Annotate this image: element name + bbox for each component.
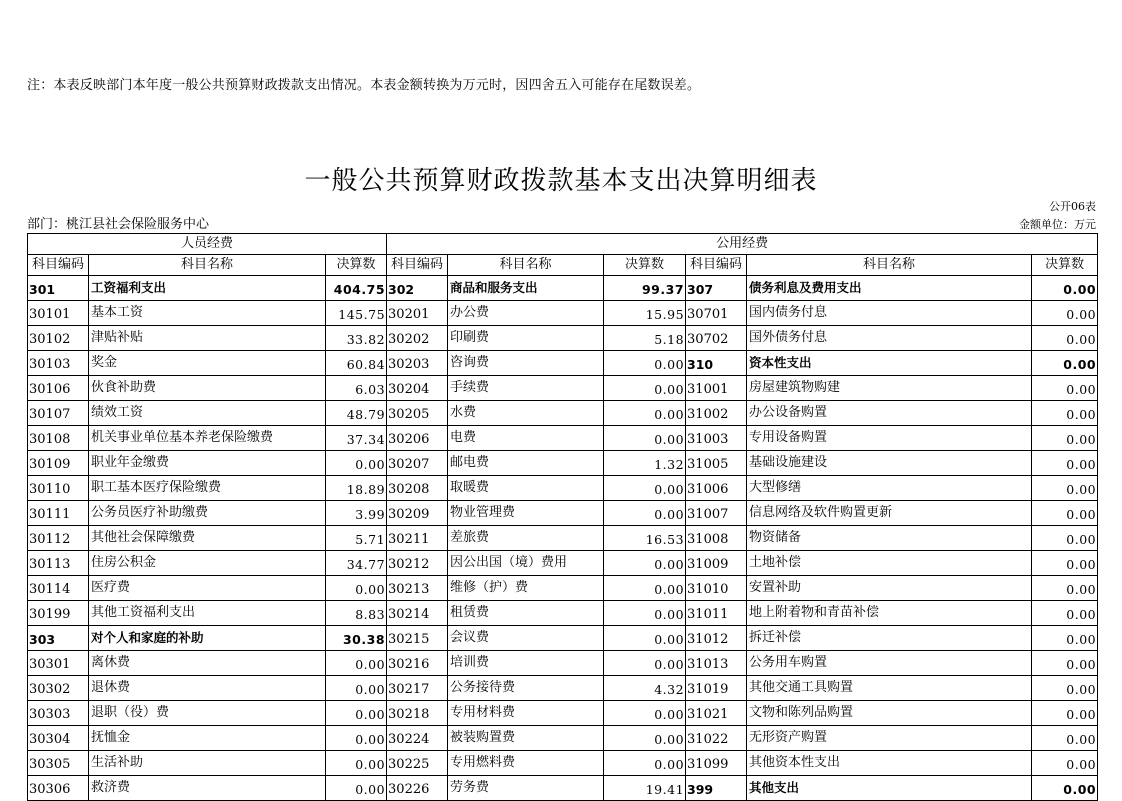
table-row bbox=[28, 501, 1098, 526]
table-row bbox=[28, 651, 1098, 676]
subject-code-cell: 31003 bbox=[686, 426, 747, 451]
table-row bbox=[28, 301, 1098, 326]
subject-code-cell: 31009 bbox=[686, 551, 747, 576]
subject-name-cell: 手续费 bbox=[448, 376, 604, 401]
amount-cell: 0.00 bbox=[1032, 626, 1098, 651]
subject-code-cell: 31099 bbox=[686, 751, 747, 776]
table-row bbox=[28, 601, 1098, 626]
subject-name-cell: 生活补助 bbox=[89, 751, 326, 776]
amount-cell: 0.00 bbox=[604, 601, 686, 626]
amount-cell: 5.71 bbox=[326, 526, 387, 551]
col-header-name: 科目名称 bbox=[89, 255, 326, 276]
subject-code-cell: 30106 bbox=[28, 376, 89, 401]
amount-cell: 0.00 bbox=[1032, 576, 1098, 601]
subject-name-cell: 地上附着物和青苗补偿 bbox=[747, 601, 1032, 626]
subject-code-cell: 30103 bbox=[28, 351, 89, 376]
subject-code-cell: 31006 bbox=[686, 476, 747, 501]
amount-cell: 0.00 bbox=[1032, 651, 1098, 676]
table-row bbox=[28, 576, 1098, 601]
subject-name-cell: 其他交通工具购置 bbox=[747, 676, 1032, 701]
amount-cell: 6.03 bbox=[326, 376, 387, 401]
subject-code-cell: 31011 bbox=[686, 601, 747, 626]
amount-cell: 0.00 bbox=[326, 451, 387, 476]
table-row bbox=[28, 676, 1098, 701]
amount-cell: 0.00 bbox=[326, 776, 387, 801]
subject-name-cell: 职工基本医疗保险缴费 bbox=[89, 476, 326, 501]
subject-code-cell: 30107 bbox=[28, 401, 89, 426]
subject-name-cell: 机关事业单位基本养老保险缴费 bbox=[89, 426, 326, 451]
amount-cell: 48.79 bbox=[326, 401, 387, 426]
amount-unit-label: 金额单位：万元 bbox=[1019, 218, 1096, 231]
amount-cell: 0.00 bbox=[604, 551, 686, 576]
subject-code-cell: 30110 bbox=[28, 476, 89, 501]
subject-code-cell: 30206 bbox=[387, 426, 448, 451]
subject-name-cell: 工资福利支出 bbox=[89, 276, 326, 301]
amount-cell: 0.00 bbox=[604, 401, 686, 426]
amount-cell: 0.00 bbox=[1032, 726, 1098, 751]
subject-code-cell: 30202 bbox=[387, 326, 448, 351]
amount-cell: 0.00 bbox=[604, 376, 686, 401]
amount-cell: 3.99 bbox=[326, 501, 387, 526]
amount-cell: 404.75 bbox=[326, 276, 387, 301]
subject-code-cell: 30113 bbox=[28, 551, 89, 576]
table-row bbox=[28, 726, 1098, 751]
subject-name-cell: 物业管理费 bbox=[448, 501, 604, 526]
amount-cell: 99.37 bbox=[604, 276, 686, 301]
amount-cell: 0.00 bbox=[604, 626, 686, 651]
group-header-public: 公用经费 bbox=[387, 234, 1098, 255]
amount-cell: 4.32 bbox=[604, 676, 686, 701]
amount-cell: 0.00 bbox=[1032, 426, 1098, 451]
subject-name-cell: 电费 bbox=[448, 426, 604, 451]
amount-cell: 30.38 bbox=[326, 626, 387, 651]
table-row bbox=[28, 776, 1098, 801]
subject-code-cell: 30303 bbox=[28, 701, 89, 726]
amount-cell: 5.18 bbox=[604, 326, 686, 351]
amount-cell: 0.00 bbox=[326, 726, 387, 751]
subject-name-cell: 商品和服务支出 bbox=[448, 276, 604, 301]
subject-code-cell: 31001 bbox=[686, 376, 747, 401]
subject-name-cell: 基础设施建设 bbox=[747, 451, 1032, 476]
amount-cell: 1.32 bbox=[604, 451, 686, 476]
amount-cell: 0.00 bbox=[1032, 476, 1098, 501]
amount-cell: 0.00 bbox=[1032, 701, 1098, 726]
amount-cell: 34.77 bbox=[326, 551, 387, 576]
subject-name-cell: 职业年金缴费 bbox=[89, 451, 326, 476]
subject-name-cell: 医疗费 bbox=[89, 576, 326, 601]
subject-name-cell: 房屋建筑物购建 bbox=[747, 376, 1032, 401]
subject-name-cell: 被装购置费 bbox=[448, 726, 604, 751]
amount-cell: 0.00 bbox=[1032, 551, 1098, 576]
subject-name-cell: 奖金 bbox=[89, 351, 326, 376]
amount-cell: 0.00 bbox=[1032, 401, 1098, 426]
amount-cell: 0.00 bbox=[1032, 526, 1098, 551]
subject-name-cell: 因公出国（境）费用 bbox=[448, 551, 604, 576]
table-row bbox=[28, 751, 1098, 776]
subject-code-cell: 30204 bbox=[387, 376, 448, 401]
subject-name-cell: 办公费 bbox=[448, 301, 604, 326]
subject-code-cell: 30205 bbox=[387, 401, 448, 426]
table-row bbox=[28, 626, 1098, 651]
subject-name-cell: 土地补偿 bbox=[747, 551, 1032, 576]
subject-code-cell: 31005 bbox=[686, 451, 747, 476]
amount-cell: 0.00 bbox=[1032, 776, 1098, 801]
subject-code-cell: 30213 bbox=[387, 576, 448, 601]
subject-name-cell: 咨询费 bbox=[448, 351, 604, 376]
subject-code-cell: 307 bbox=[686, 276, 747, 301]
expenditure-table bbox=[27, 233, 1098, 801]
subject-code-cell: 30306 bbox=[28, 776, 89, 801]
subject-code-cell: 31007 bbox=[686, 501, 747, 526]
subject-code-cell: 30199 bbox=[28, 601, 89, 626]
subject-code-cell: 30112 bbox=[28, 526, 89, 551]
amount-cell: 16.53 bbox=[604, 526, 686, 551]
subject-name-cell: 培训费 bbox=[448, 651, 604, 676]
col-header-code: 科目编码 bbox=[387, 255, 448, 276]
subject-code-cell: 30301 bbox=[28, 651, 89, 676]
amount-cell: 0.00 bbox=[604, 701, 686, 726]
subject-code-cell: 30212 bbox=[387, 551, 448, 576]
subject-code-cell: 303 bbox=[28, 626, 89, 651]
table-row bbox=[28, 451, 1098, 476]
amount-cell: 0.00 bbox=[604, 476, 686, 501]
subject-code-cell: 30108 bbox=[28, 426, 89, 451]
subject-code-cell: 31002 bbox=[686, 401, 747, 426]
subject-code-cell: 30111 bbox=[28, 501, 89, 526]
subject-code-cell: 30226 bbox=[387, 776, 448, 801]
amount-cell: 0.00 bbox=[604, 651, 686, 676]
subject-name-cell: 其他工资福利支出 bbox=[89, 601, 326, 626]
subject-code-cell: 30207 bbox=[387, 451, 448, 476]
col-header-amount: 决算数 bbox=[604, 255, 686, 276]
subject-name-cell: 津贴补贴 bbox=[89, 326, 326, 351]
subject-code-cell: 30217 bbox=[387, 676, 448, 701]
department-label: 部门：桃江县社会保险服务中心 bbox=[27, 217, 210, 232]
subject-name-cell: 租赁费 bbox=[448, 601, 604, 626]
amount-cell: 0.00 bbox=[1032, 451, 1098, 476]
subject-name-cell: 基本工资 bbox=[89, 301, 326, 326]
subject-name-cell: 其他资本性支出 bbox=[747, 751, 1032, 776]
table-row bbox=[28, 551, 1098, 576]
amount-cell: 0.00 bbox=[604, 351, 686, 376]
subject-code-cell: 30209 bbox=[387, 501, 448, 526]
subject-name-cell: 差旅费 bbox=[448, 526, 604, 551]
amount-cell: 15.95 bbox=[604, 301, 686, 326]
amount-cell: 0.00 bbox=[604, 726, 686, 751]
subject-name-cell: 无形资产购置 bbox=[747, 726, 1032, 751]
subject-code-cell: 30302 bbox=[28, 676, 89, 701]
subject-name-cell: 退休费 bbox=[89, 676, 326, 701]
subject-name-cell: 退职（役）费 bbox=[89, 701, 326, 726]
amount-cell: 37.34 bbox=[326, 426, 387, 451]
amount-cell: 0.00 bbox=[326, 651, 387, 676]
amount-cell: 0.00 bbox=[1032, 601, 1098, 626]
amount-cell: 0.00 bbox=[1032, 676, 1098, 701]
subject-name-cell: 公务用车购置 bbox=[747, 651, 1032, 676]
amount-cell: 0.00 bbox=[1032, 301, 1098, 326]
subject-name-cell: 专用材料费 bbox=[448, 701, 604, 726]
subject-code-cell: 31021 bbox=[686, 701, 747, 726]
subject-code-cell: 30203 bbox=[387, 351, 448, 376]
subject-code-cell: 30101 bbox=[28, 301, 89, 326]
subject-name-cell: 伙食补助费 bbox=[89, 376, 326, 401]
subject-code-cell: 31022 bbox=[686, 726, 747, 751]
subject-code-cell: 30224 bbox=[387, 726, 448, 751]
subject-name-cell: 其他支出 bbox=[747, 776, 1032, 801]
subject-name-cell: 债务利息及费用支出 bbox=[747, 276, 1032, 301]
subject-code-cell: 30208 bbox=[387, 476, 448, 501]
table-row bbox=[28, 276, 1098, 301]
subject-code-cell: 30201 bbox=[387, 301, 448, 326]
subject-code-cell: 31012 bbox=[686, 626, 747, 651]
page-title: 一般公共预算财政拨款基本支出决算明细表 bbox=[304, 166, 818, 196]
subject-name-cell: 印刷费 bbox=[448, 326, 604, 351]
subject-name-cell: 资本性支出 bbox=[747, 351, 1032, 376]
subject-name-cell: 公务接待费 bbox=[448, 676, 604, 701]
subject-code-cell: 30218 bbox=[387, 701, 448, 726]
subject-name-cell: 住房公积金 bbox=[89, 551, 326, 576]
col-header-code: 科目编码 bbox=[28, 255, 89, 276]
subject-code-cell: 30305 bbox=[28, 751, 89, 776]
table-row bbox=[28, 526, 1098, 551]
subject-name-cell: 邮电费 bbox=[448, 451, 604, 476]
subject-name-cell: 劳务费 bbox=[448, 776, 604, 801]
form-number: 公开06表 bbox=[1049, 200, 1096, 213]
col-header-name: 科目名称 bbox=[448, 255, 604, 276]
amount-cell: 0.00 bbox=[604, 576, 686, 601]
col-header-amount: 决算数 bbox=[326, 255, 387, 276]
amount-cell: 0.00 bbox=[326, 576, 387, 601]
subject-code-cell: 30215 bbox=[387, 626, 448, 651]
table-row bbox=[28, 326, 1098, 351]
subject-name-cell: 取暖费 bbox=[448, 476, 604, 501]
table-note: 注：本表反映部门本年度一般公共预算财政拨款支出情况。本表金额转换为万元时，因四舍五入可能存在尾数误差。 bbox=[27, 78, 701, 93]
subject-name-cell: 离休费 bbox=[89, 651, 326, 676]
subject-name-cell: 对个人和家庭的补助 bbox=[89, 626, 326, 651]
amount-cell: 0.00 bbox=[604, 426, 686, 451]
table-row bbox=[28, 701, 1098, 726]
amount-cell: 8.83 bbox=[326, 601, 387, 626]
table-row bbox=[28, 376, 1098, 401]
subject-code-cell: 31019 bbox=[686, 676, 747, 701]
subject-code-cell: 301 bbox=[28, 276, 89, 301]
table-row bbox=[28, 426, 1098, 451]
subject-name-cell: 安置补助 bbox=[747, 576, 1032, 601]
table-row bbox=[28, 401, 1098, 426]
subject-code-cell: 31013 bbox=[686, 651, 747, 676]
subject-code-cell: 30114 bbox=[28, 576, 89, 601]
subject-name-cell: 救济费 bbox=[89, 776, 326, 801]
col-header-name: 科目名称 bbox=[747, 255, 1032, 276]
subject-code-cell: 30102 bbox=[28, 326, 89, 351]
subject-name-cell: 信息网络及软件购置更新 bbox=[747, 501, 1032, 526]
subject-code-cell: 399 bbox=[686, 776, 747, 801]
amount-cell: 0.00 bbox=[326, 701, 387, 726]
amount-cell: 145.75 bbox=[326, 301, 387, 326]
amount-cell: 0.00 bbox=[604, 501, 686, 526]
subject-code-cell: 30702 bbox=[686, 326, 747, 351]
subject-name-cell: 抚恤金 bbox=[89, 726, 326, 751]
subject-name-cell: 维修（护）费 bbox=[448, 576, 604, 601]
col-header-amount: 决算数 bbox=[1032, 255, 1098, 276]
amount-cell: 33.82 bbox=[326, 326, 387, 351]
subject-code-cell: 30304 bbox=[28, 726, 89, 751]
subject-code-cell: 31010 bbox=[686, 576, 747, 601]
subject-name-cell: 国内债务付息 bbox=[747, 301, 1032, 326]
subject-code-cell: 30225 bbox=[387, 751, 448, 776]
subject-code-cell: 31008 bbox=[686, 526, 747, 551]
subject-name-cell: 其他社会保障缴费 bbox=[89, 526, 326, 551]
table-row bbox=[28, 476, 1098, 501]
amount-cell: 0.00 bbox=[1032, 326, 1098, 351]
col-header-code: 科目编码 bbox=[686, 255, 747, 276]
amount-cell: 0.00 bbox=[1032, 751, 1098, 776]
amount-cell: 0.00 bbox=[1032, 351, 1098, 376]
subject-name-cell: 公务员医疗补助缴费 bbox=[89, 501, 326, 526]
subject-name-cell: 会议费 bbox=[448, 626, 604, 651]
subject-name-cell: 物资储备 bbox=[747, 526, 1032, 551]
subject-code-cell: 30214 bbox=[387, 601, 448, 626]
subject-code-cell: 30211 bbox=[387, 526, 448, 551]
amount-cell: 60.84 bbox=[326, 351, 387, 376]
subject-name-cell: 文物和陈列品购置 bbox=[747, 701, 1032, 726]
subject-code-cell: 30109 bbox=[28, 451, 89, 476]
amount-cell: 0.00 bbox=[326, 676, 387, 701]
amount-cell: 19.41 bbox=[604, 776, 686, 801]
subject-code-cell: 310 bbox=[686, 351, 747, 376]
subject-name-cell: 国外债务付息 bbox=[747, 326, 1032, 351]
amount-cell: 0.00 bbox=[604, 751, 686, 776]
subject-code-cell: 30216 bbox=[387, 651, 448, 676]
amount-cell: 0.00 bbox=[1032, 276, 1098, 301]
amount-cell: 18.89 bbox=[326, 476, 387, 501]
subject-code-cell: 302 bbox=[387, 276, 448, 301]
amount-cell: 0.00 bbox=[1032, 501, 1098, 526]
subject-name-cell: 办公设备购置 bbox=[747, 401, 1032, 426]
subject-name-cell: 专用设备购置 bbox=[747, 426, 1032, 451]
table-row bbox=[28, 351, 1098, 376]
amount-cell: 0.00 bbox=[1032, 376, 1098, 401]
table-body bbox=[28, 276, 1098, 801]
subject-name-cell: 大型修缮 bbox=[747, 476, 1032, 501]
subject-name-cell: 绩效工资 bbox=[89, 401, 326, 426]
amount-cell: 0.00 bbox=[326, 751, 387, 776]
subject-name-cell: 专用燃料费 bbox=[448, 751, 604, 776]
subject-code-cell: 30701 bbox=[686, 301, 747, 326]
subject-name-cell: 拆迁补偿 bbox=[747, 626, 1032, 651]
subject-name-cell: 水费 bbox=[448, 401, 604, 426]
group-header-personnel: 人员经费 bbox=[28, 234, 387, 255]
